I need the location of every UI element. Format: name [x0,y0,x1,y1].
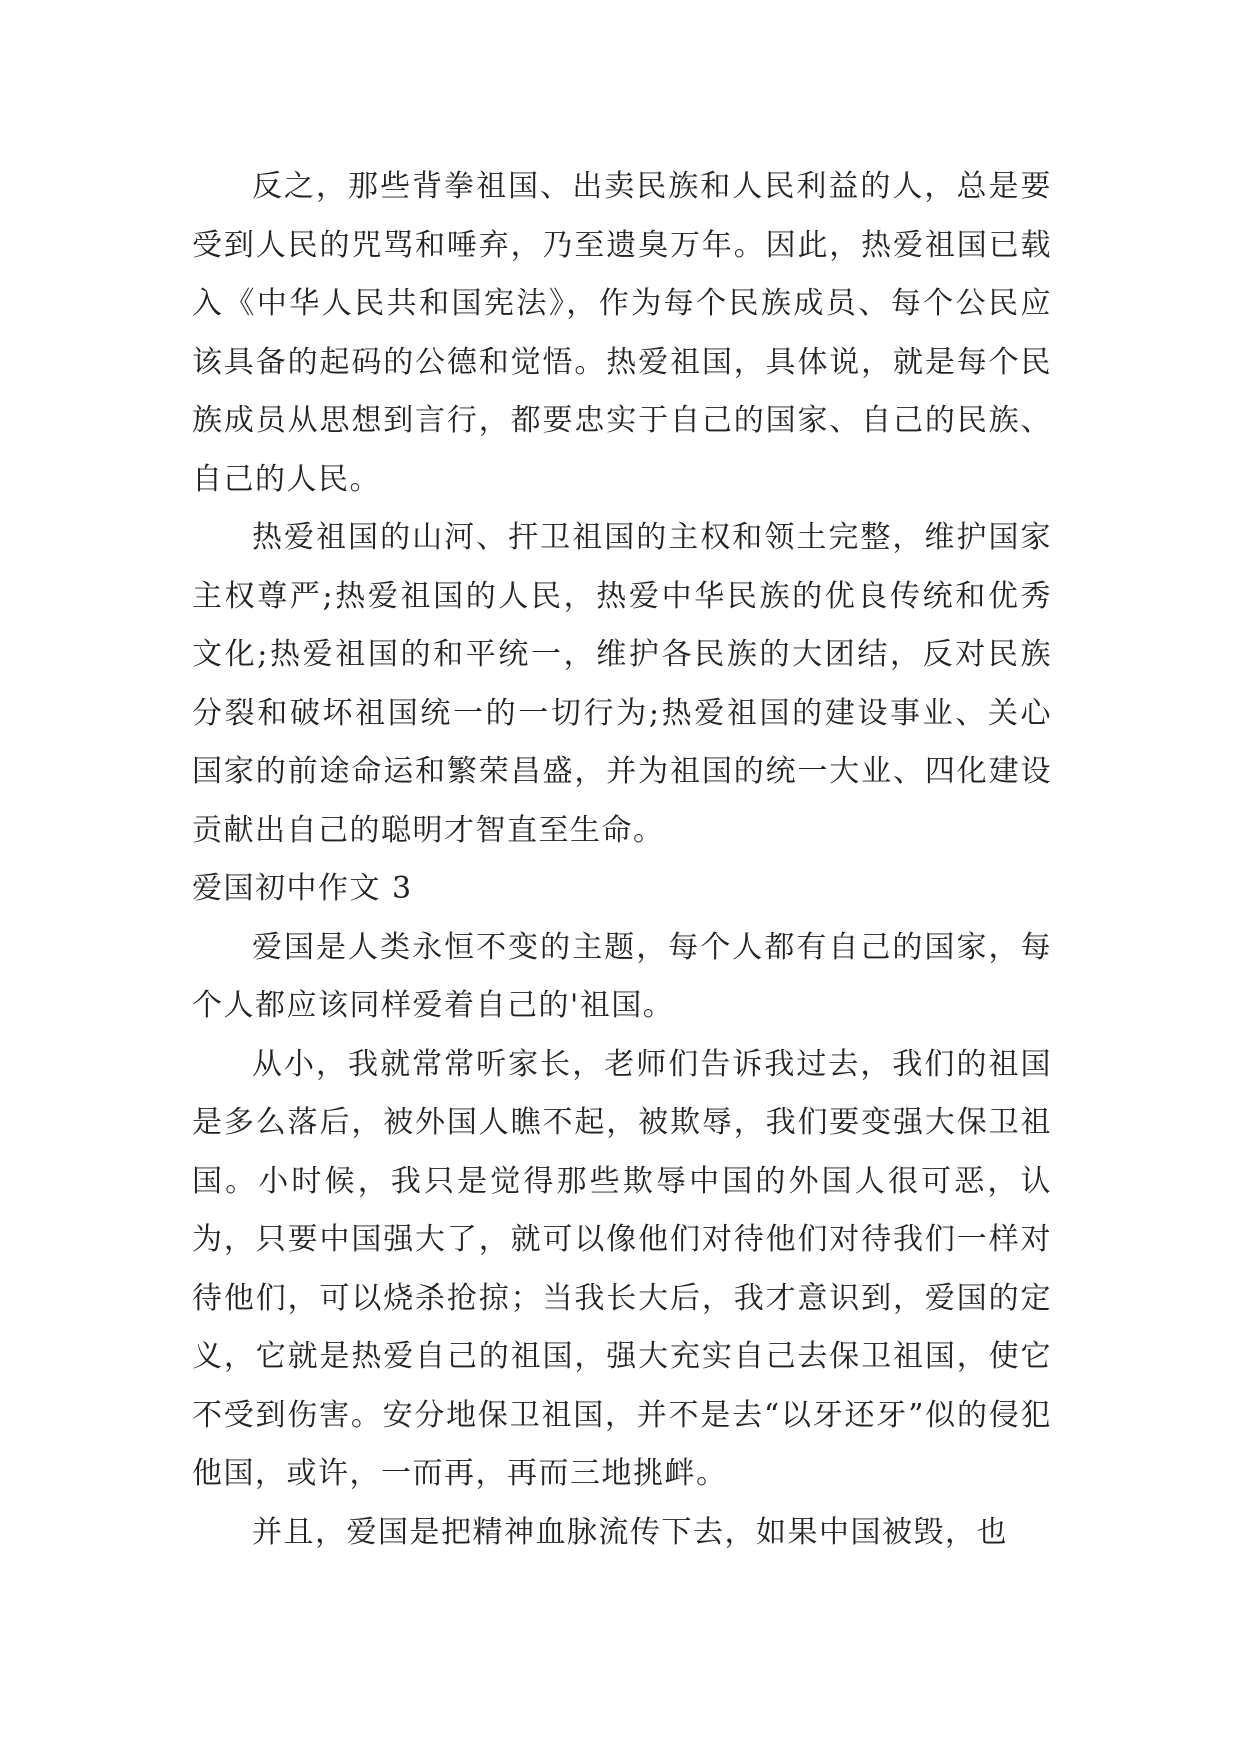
document-body [192,158,1052,1562]
paragraph-1: 反之，那些背拳祖国、出卖民族和人民利益的人，总是要受到人民的咒骂和唾弃，乃至遗臭万年。因此，热爱祖国已载入《中华人民共和国宪法》，作为每个民族成员、每个公民应该具备的起码的公德和觉悟。热爱祖国，具体说，就是每个民族成员从思想到言行，都要忠实于自己的国家、自己的民族、自己的人民。 [192,169,1052,497]
paragraph-5: 并且，爱国是把精神血脉流传下去，如果中国被毁，也 [252,1514,1008,1550]
paragraph-3: 爱国是人类永恒不变的主题，每个人都有自己的国家，每个人都应该同样爱着自己的'祖国。 [192,929,1052,1023]
section-heading: 爱国初中作文 3 [192,871,413,906]
paragraph-2: 热爱祖国的山河、扞卫祖国的主权和领土完整，维护国家主权尊严;热爱祖国的人民，热爱中华民族的优良传统和优秀文化;热爱祖国的和平统一，维护各民族的大团结，反对民族分裂和破坏祖国统一的一切行为;热爱祖国的建设事业、关心国家的前途命运和繁荣昌盛，并为祖国的统一大业、四化建设贡献出自己的聪明才智直至生命。 [192,520,1052,848]
paragraph-4: 从小，我就常常听家长，老师们告诉我过去，我们的祖国是多么落后，被外国人瞧不起，被欺辱，我们要变强大保卫祖国。小时候，我只是觉得那些欺辱中国的外国人很可恶，认为，只要中国强大了，就可以像他们对待他们对待我们一样对待他们，可以烧杀抢掠；当我长大后，我才意识到，爱国的定义，它就是热爱自己的祖国，强大充实自己去保卫祖国，使它不受到伤害。安分地保卫祖国，并不是去“以牙还牙”似的侵犯他国，或许，一而再，再而三地挑衅。 [192,1046,1052,1491]
